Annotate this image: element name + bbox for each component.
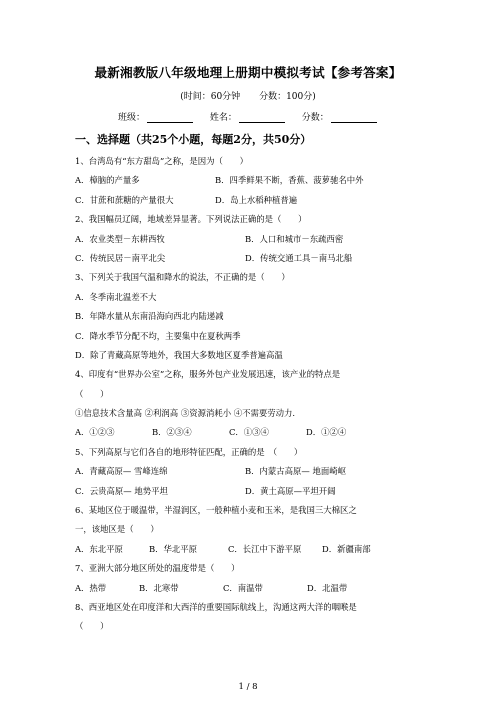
option-row (75, 426, 425, 445)
question-8-cont: （ ） (75, 621, 109, 632)
class-label: 班级： (118, 113, 146, 123)
question-4-statements: ①信息技术含量高 ②利润高 ③资源消耗小 ④不需要劳动力. (75, 408, 296, 419)
question-3: 3、下列关于我国气温和降水的说法，不正确的是（ ） (75, 272, 290, 283)
option-a: A．樟脑的产量多 (75, 175, 140, 186)
option-row (75, 194, 425, 213)
question-list (75, 155, 425, 640)
option-a: A．青藏高原— 雪峰连绵 (75, 466, 168, 477)
option-b: B．年降水量从东南沿海向西北内陆递减 (75, 311, 224, 322)
option-b: B．华北平原 (149, 543, 198, 554)
time-info: (时间：60分钟 (180, 92, 241, 102)
option-a: A．①②③ (75, 427, 115, 438)
option-c: C．甘蔗和蔗糖的产量很大 (75, 194, 174, 205)
section-heading: 一、选择题（共25个小题，每题2分，共50分） (75, 133, 312, 146)
score-info: 分数：100分) (259, 92, 316, 102)
option-d: D．黄土高原—平坦开阔 (245, 485, 336, 496)
question-2: 2、我国幅员辽阔，地域差异显著。下列说法正确的是（ ） (75, 214, 307, 225)
option-b: B．内蒙古高原— 地面崎岖 (245, 466, 346, 477)
option-c: C．传统民居－南平北尖 (75, 252, 166, 263)
student-fields (118, 110, 391, 123)
option-a: A．冬季南北温差不大 (75, 291, 157, 302)
name-label: 姓名： (209, 113, 237, 123)
option-row (75, 465, 425, 484)
question-6-cont: 一，该地区是（ ） (75, 524, 159, 535)
question-1: 1、台湾岛有“东方甜岛”之称，是因为（ ） (75, 156, 249, 166)
score-field (302, 110, 377, 123)
exam-info (0, 89, 496, 102)
option-a: A．农业类型－东耕西牧 (75, 233, 165, 244)
option-b: B．北寒带 (139, 582, 179, 593)
option-d: D．传统交通工具－南马北船 (245, 252, 353, 263)
option-a: A．东北平原 (75, 543, 123, 554)
option-d: D．除了青藏高原等地外，我国大多数地区夏季普遍高温 (75, 349, 283, 360)
option-b: B．人口和城市－东疏西密 (245, 233, 344, 244)
question-5: 5、下列高原与它们各自的地形特征匹配，正确的是 （ ） (75, 446, 303, 457)
option-d: D．①②④ (306, 427, 347, 438)
question-4-cont: （ ） (75, 388, 109, 399)
option-d: D．新疆南部 (322, 543, 371, 554)
name-field (210, 110, 285, 123)
option-c: C．降水季节分配不均，主要集中在夏秋两季 (75, 330, 241, 341)
option-row (75, 582, 425, 601)
option-row (75, 485, 425, 504)
option-c: C．①③④ (229, 427, 269, 438)
option-row (75, 233, 425, 252)
option-c: C．云贵高原— 地势平坦 (75, 485, 168, 496)
option-b: B．②③④ (152, 427, 192, 438)
class-field (118, 110, 193, 123)
question-6: 6、某地区位于暖温带，半湿润区，一般种植小麦和玉米，是我国三大棉区之 (75, 505, 357, 516)
question-4: 4、印度有“世界办公室”之称，服务外包产业发展迅速，该产业的特点是 (75, 369, 341, 380)
option-row (75, 174, 425, 193)
class-blank[interactable] (147, 113, 193, 123)
option-a: A．热带 (75, 582, 107, 593)
option-d: D．北温带 (307, 582, 348, 593)
question-8: 8、西亚地区处在印度洋和大西洋的重要国际航线上，沟通这两大洋的咽喉是 (75, 601, 357, 612)
option-c: C．南温带 (223, 582, 263, 593)
option-c: C．长江中下游平原 (228, 543, 302, 554)
option-d: D．岛上水稻种植普遍 (215, 194, 298, 205)
page-number: 1 / 8 (238, 682, 258, 692)
option-row (75, 543, 425, 562)
score-blank[interactable] (331, 113, 377, 123)
option-row (75, 252, 425, 271)
name-blank[interactable] (239, 113, 285, 123)
page-title: 最新湘教版八年级地理上册期中模拟考试【参考答案】 (94, 65, 402, 80)
option-b: B．四季鲜果不断，香蕉、菠萝驰名中外 (215, 175, 364, 186)
score-label: 分数： (301, 113, 329, 123)
question-7: 7、亚洲大部分地区所处的温度带是（ ） (75, 563, 240, 574)
